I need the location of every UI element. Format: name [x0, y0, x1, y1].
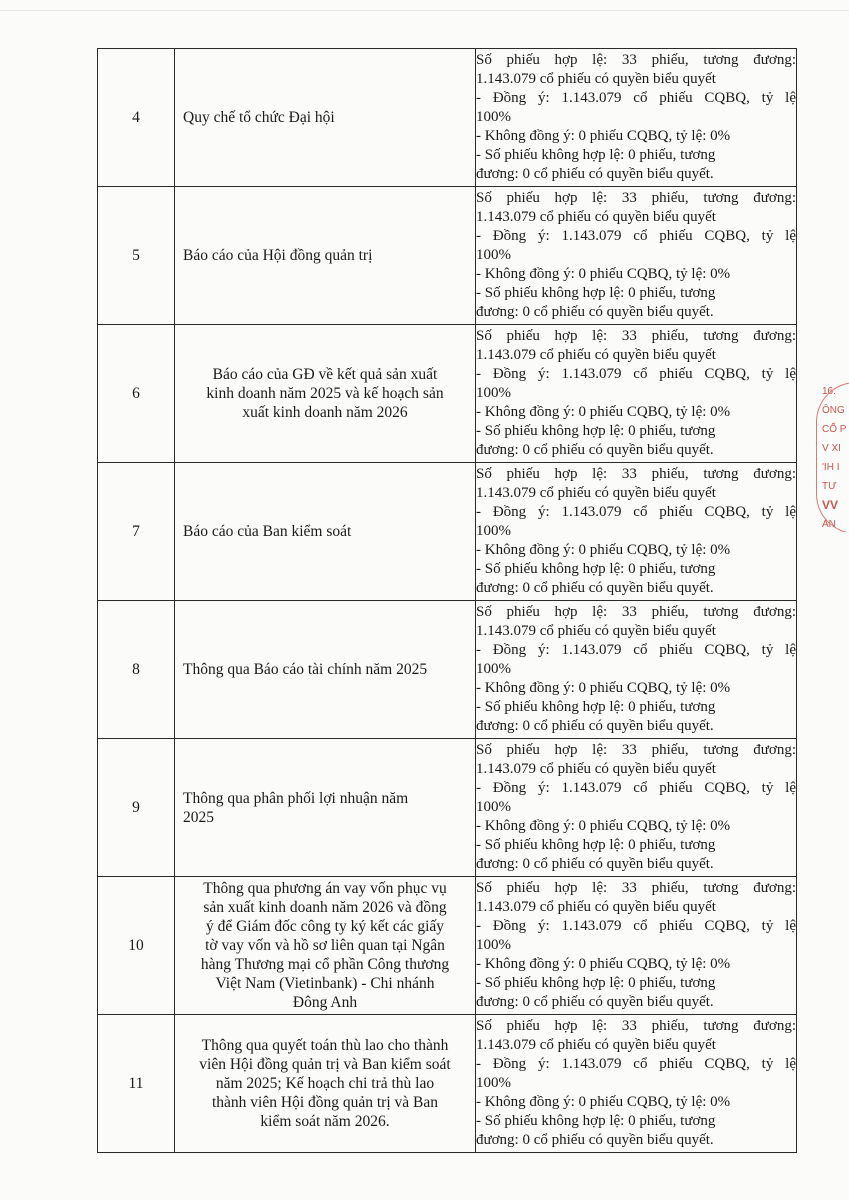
agenda-item: Quy chế tổ chức Đại hội: [175, 49, 476, 187]
table-row: [98, 877, 797, 1015]
table-row: [98, 463, 797, 601]
agenda-item: Thông qua phương án vay vốn phục vụ sản xuất kinh doanh năm 2026 và đồng ý để Giám đốc công ty ký kết các giấy tờ vay vốn và hồ sơ liên quan tại Ngân hàng Thương mại cổ phần Công thương Việt Nam (Vietinbank) - Chi nhánh Đông Anh: [175, 877, 476, 1015]
row-number: 8: [98, 601, 175, 739]
vote-result: Số phiếu hợp lệ: 33 phiếu, tương đương: 1.143.079 cổ phiếu có quyền biểu quyết - Đồng ý: 1.143.079 cổ phiếu CQBQ, tỷ lệ 100% - Không đồng ý: 0 phiếu CQBQ, tỷ lệ: 0% - Số phiếu không hợp lệ: 0 phiếu, tương đương: 0 cổ phiếu có quyền biểu quyết.: [476, 463, 797, 601]
vote-result: Số phiếu hợp lệ: 33 phiếu, tương đương: 1.143.079 cổ phiếu có quyền biểu quyết - Đồng ý: 1.143.079 cổ phiếu CQBQ, tỷ lệ 100% - Không đồng ý: 0 phiếu CQBQ, tỷ lệ: 0% - Số phiếu không hợp lệ: 0 phiếu, tương đương: 0 cổ phiếu có quyền biểu quyết.: [476, 877, 797, 1015]
row-number: 10: [98, 877, 175, 1015]
agenda-item: Thông qua phân phối lợi nhuận năm 2025: [175, 739, 476, 877]
table-row: [98, 49, 797, 187]
agenda-item: Thông qua quyết toán thù lao cho thành viên Hội đồng quản trị và Ban kiểm soát năm 2025; Kế hoạch chi trả thù lao thành viên Hội đồng quản trị và Ban kiểm soát năm 2026.: [175, 1015, 476, 1153]
vote-result: Số phiếu hợp lệ: 33 phiếu, tương đương: 1.143.079 cổ phiếu có quyền biểu quyết - Đồng ý: 1.143.079 cổ phiếu CQBQ, tỷ lệ 100% - Không đồng ý: 0 phiếu CQBQ, tỷ lệ: 0% - Số phiếu không hợp lệ: 0 phiếu, tương đương: 0 cổ phiếu có quyền biểu quyết.: [476, 601, 797, 739]
row-number: 6: [98, 325, 175, 463]
voting-results-table: [97, 48, 797, 1153]
seal-ring: [816, 382, 849, 532]
vote-result: Số phiếu hợp lệ: 33 phiếu, tương đương: 1.143.079 cổ phiếu có quyền biểu quyết - Đồng ý: 1.143.079 cổ phiếu CQBQ, tỷ lệ 100% - Không đồng ý: 0 phiếu CQBQ, tỷ lệ: 0% - Số phiếu không hợp lệ: 0 phiếu, tương đương: 0 cổ phiếu có quyền biểu quyết.: [476, 187, 797, 325]
scan-edge: [0, 10, 849, 11]
row-number: 11: [98, 1015, 175, 1153]
table-row: [98, 1015, 797, 1153]
table-row: [98, 325, 797, 463]
table-row: [98, 739, 797, 877]
row-number: 7: [98, 463, 175, 601]
row-number: 5: [98, 187, 175, 325]
table-row: [98, 187, 797, 325]
agenda-item: Thông qua Báo cáo tài chính năm 2025: [175, 601, 476, 739]
vote-result: Số phiếu hợp lệ: 33 phiếu, tương đương: 1.143.079 cổ phiếu có quyền biểu quyết - Đồng ý: 1.143.079 cổ phiếu CQBQ, tỷ lệ 100% - Không đồng ý: 0 phiếu CQBQ, tỷ lệ: 0% - Số phiếu không hợp lệ: 0 phiếu, tương đương: 0 cổ phiếu có quyền biểu quyết.: [476, 49, 797, 187]
agenda-item: Báo cáo của Hội đồng quản trị: [175, 187, 476, 325]
vote-result: Số phiếu hợp lệ: 33 phiếu, tương đương: 1.143.079 cổ phiếu có quyền biểu quyết - Đồng ý: 1.143.079 cổ phiếu CQBQ, tỷ lệ 100% - Không đồng ý: 0 phiếu CQBQ, tỷ lệ: 0% - Số phiếu không hợp lệ: 0 phiếu, tương đương: 0 cổ phiếu có quyền biểu quyết.: [476, 325, 797, 463]
vote-result: Số phiếu hợp lệ: 33 phiếu, tương đương: 1.143.079 cổ phiếu có quyền biểu quyết - Đồng ý: 1.143.079 cổ phiếu CQBQ, tỷ lệ 100% - Không đồng ý: 0 phiếu CQBQ, tỷ lệ: 0% - Số phiếu không hợp lệ: 0 phiếu, tương đương: 0 cổ phiếu có quyền biểu quyết.: [476, 739, 797, 877]
vote-result: Số phiếu hợp lệ: 33 phiếu, tương đương: 1.143.079 cổ phiếu có quyền biểu quyết - Đồng ý: 1.143.079 cổ phiếu CQBQ, tỷ lệ 100% - Không đồng ý: 0 phiếu CQBQ, tỷ lệ: 0% - Số phiếu không hợp lệ: 0 phiếu, tương đương: 0 cổ phiếu có quyền biểu quyết.: [476, 1015, 797, 1153]
agenda-item: Báo cáo của GĐ về kết quả sản xuất kinh doanh năm 2025 và kế hoạch sản xuất kinh doanh năm 2026: [175, 325, 476, 463]
row-number: 9: [98, 739, 175, 877]
table-row: [98, 601, 797, 739]
company-seal-stamp: 16: ÔNG CỔ P V XI 'IH I TƯ VV AN: [812, 382, 849, 532]
row-number: 4: [98, 49, 175, 187]
agenda-item: Báo cáo của Ban kiểm soát: [175, 463, 476, 601]
